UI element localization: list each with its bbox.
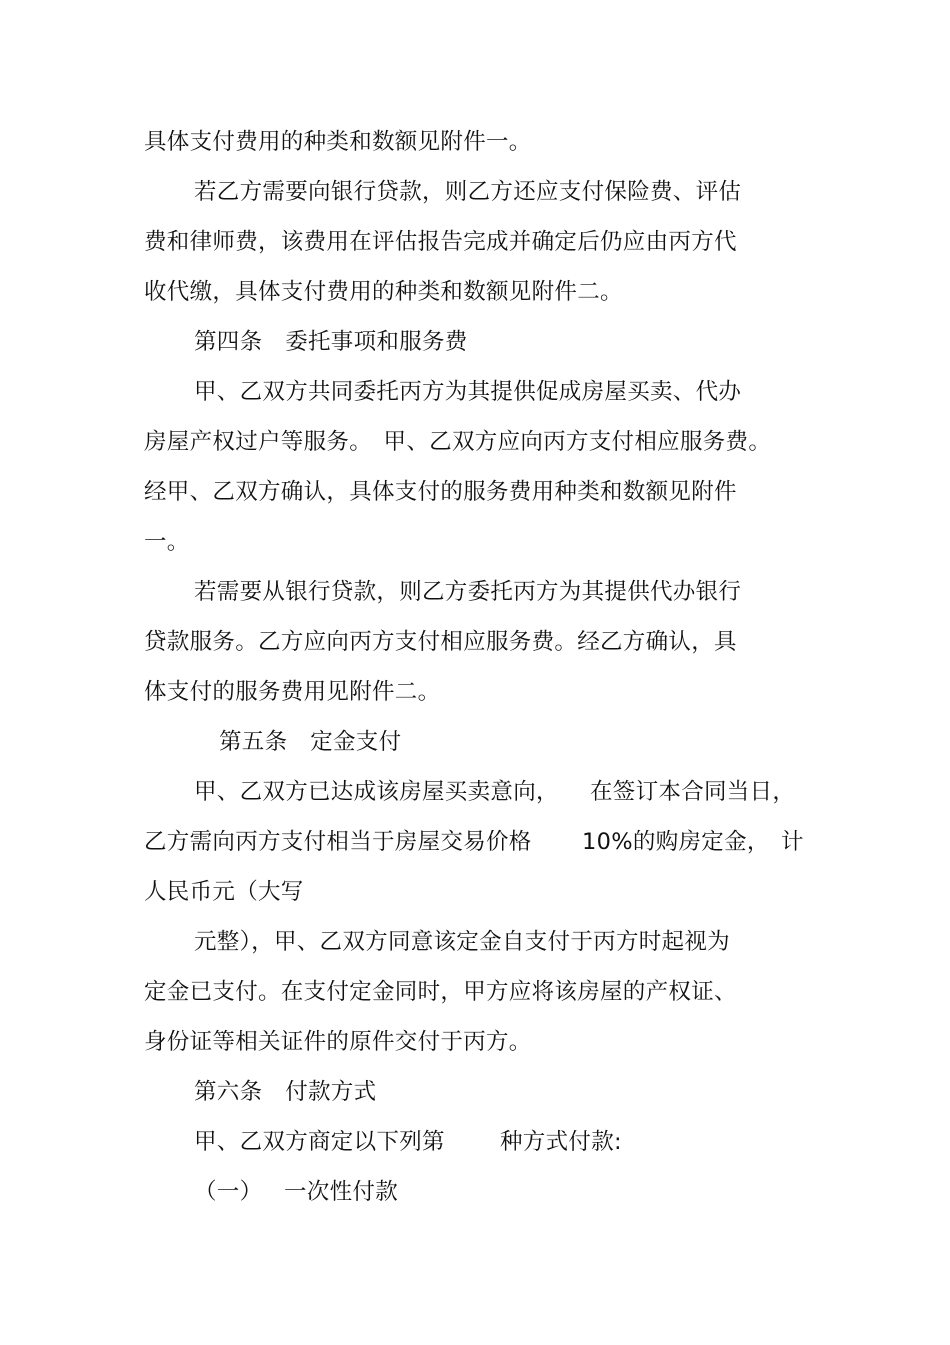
paragraph-line: 甲、乙双方共同委托丙方为其提供促成房屋买卖、代办 [194,379,742,405]
paragraph-line: 若乙方需要向银行贷款，则乙方还应支付保险费、评估 [194,179,742,205]
list-marker: （一） [194,1179,263,1205]
paragraph-line: 费和律师费，该费用在评估报告完成并确定后仍应由丙方代 [144,229,737,255]
article-heading-6: 第六条 付款方式 [194,1079,377,1105]
paragraph-line: 收代缴，具体支付费用的种类和数额见附件二。 [144,279,623,305]
paragraph-line: 具体支付费用的种类和数额见附件一。 [144,129,532,155]
paragraph-line: 甲、乙双方商定以下列第 [194,1129,445,1155]
paragraph-line: 房屋产权过户等服务。 甲、乙双方应向丙方支付相应服务费。 [144,429,772,455]
paragraph-line: 定金已支付。在支付定金同时，甲方应将该房屋的产权证、 [144,979,737,1005]
paragraph-line: 甲、乙双方已达成该房屋买卖意向， [194,779,559,805]
paragraph-line: 乙方需向丙方支付相当于房屋交易价格 [144,829,532,855]
article-heading-5: 第五条 定金支付 [219,729,402,755]
paragraph-line: 一。 [144,529,190,555]
paragraph-line: 10%的购房定金， [582,829,770,855]
paragraph-line: 人民币元（大写 [144,879,304,905]
paragraph-line: 贷款服务。乙方应向丙方支付相应服务费。经乙方确认，具 [144,629,737,655]
paragraph-line: 元整），甲、乙双方同意该定金自支付于丙方时起视为 [194,929,730,955]
article-heading-4: 第四条 委托事项和服务费 [194,329,468,355]
paragraph-line: 若需要从银行贷款，则乙方委托丙方为其提供代办银行 [194,579,742,605]
paragraph-line: 体支付的服务费用见附件二。 [144,679,441,705]
paragraph-line: 经甲、乙双方确认，具体支付的服务费用种类和数额见附件 [144,479,737,505]
paragraph-line: 计 [781,829,804,855]
paragraph-line: 身份证等相关证件的原件交付于丙方。 [144,1029,532,1055]
paragraph-line: 在签订本合同当日， [590,779,796,805]
list-item-text: 一次性付款 [284,1179,399,1205]
paragraph-line: 种方式付款: [500,1129,622,1155]
